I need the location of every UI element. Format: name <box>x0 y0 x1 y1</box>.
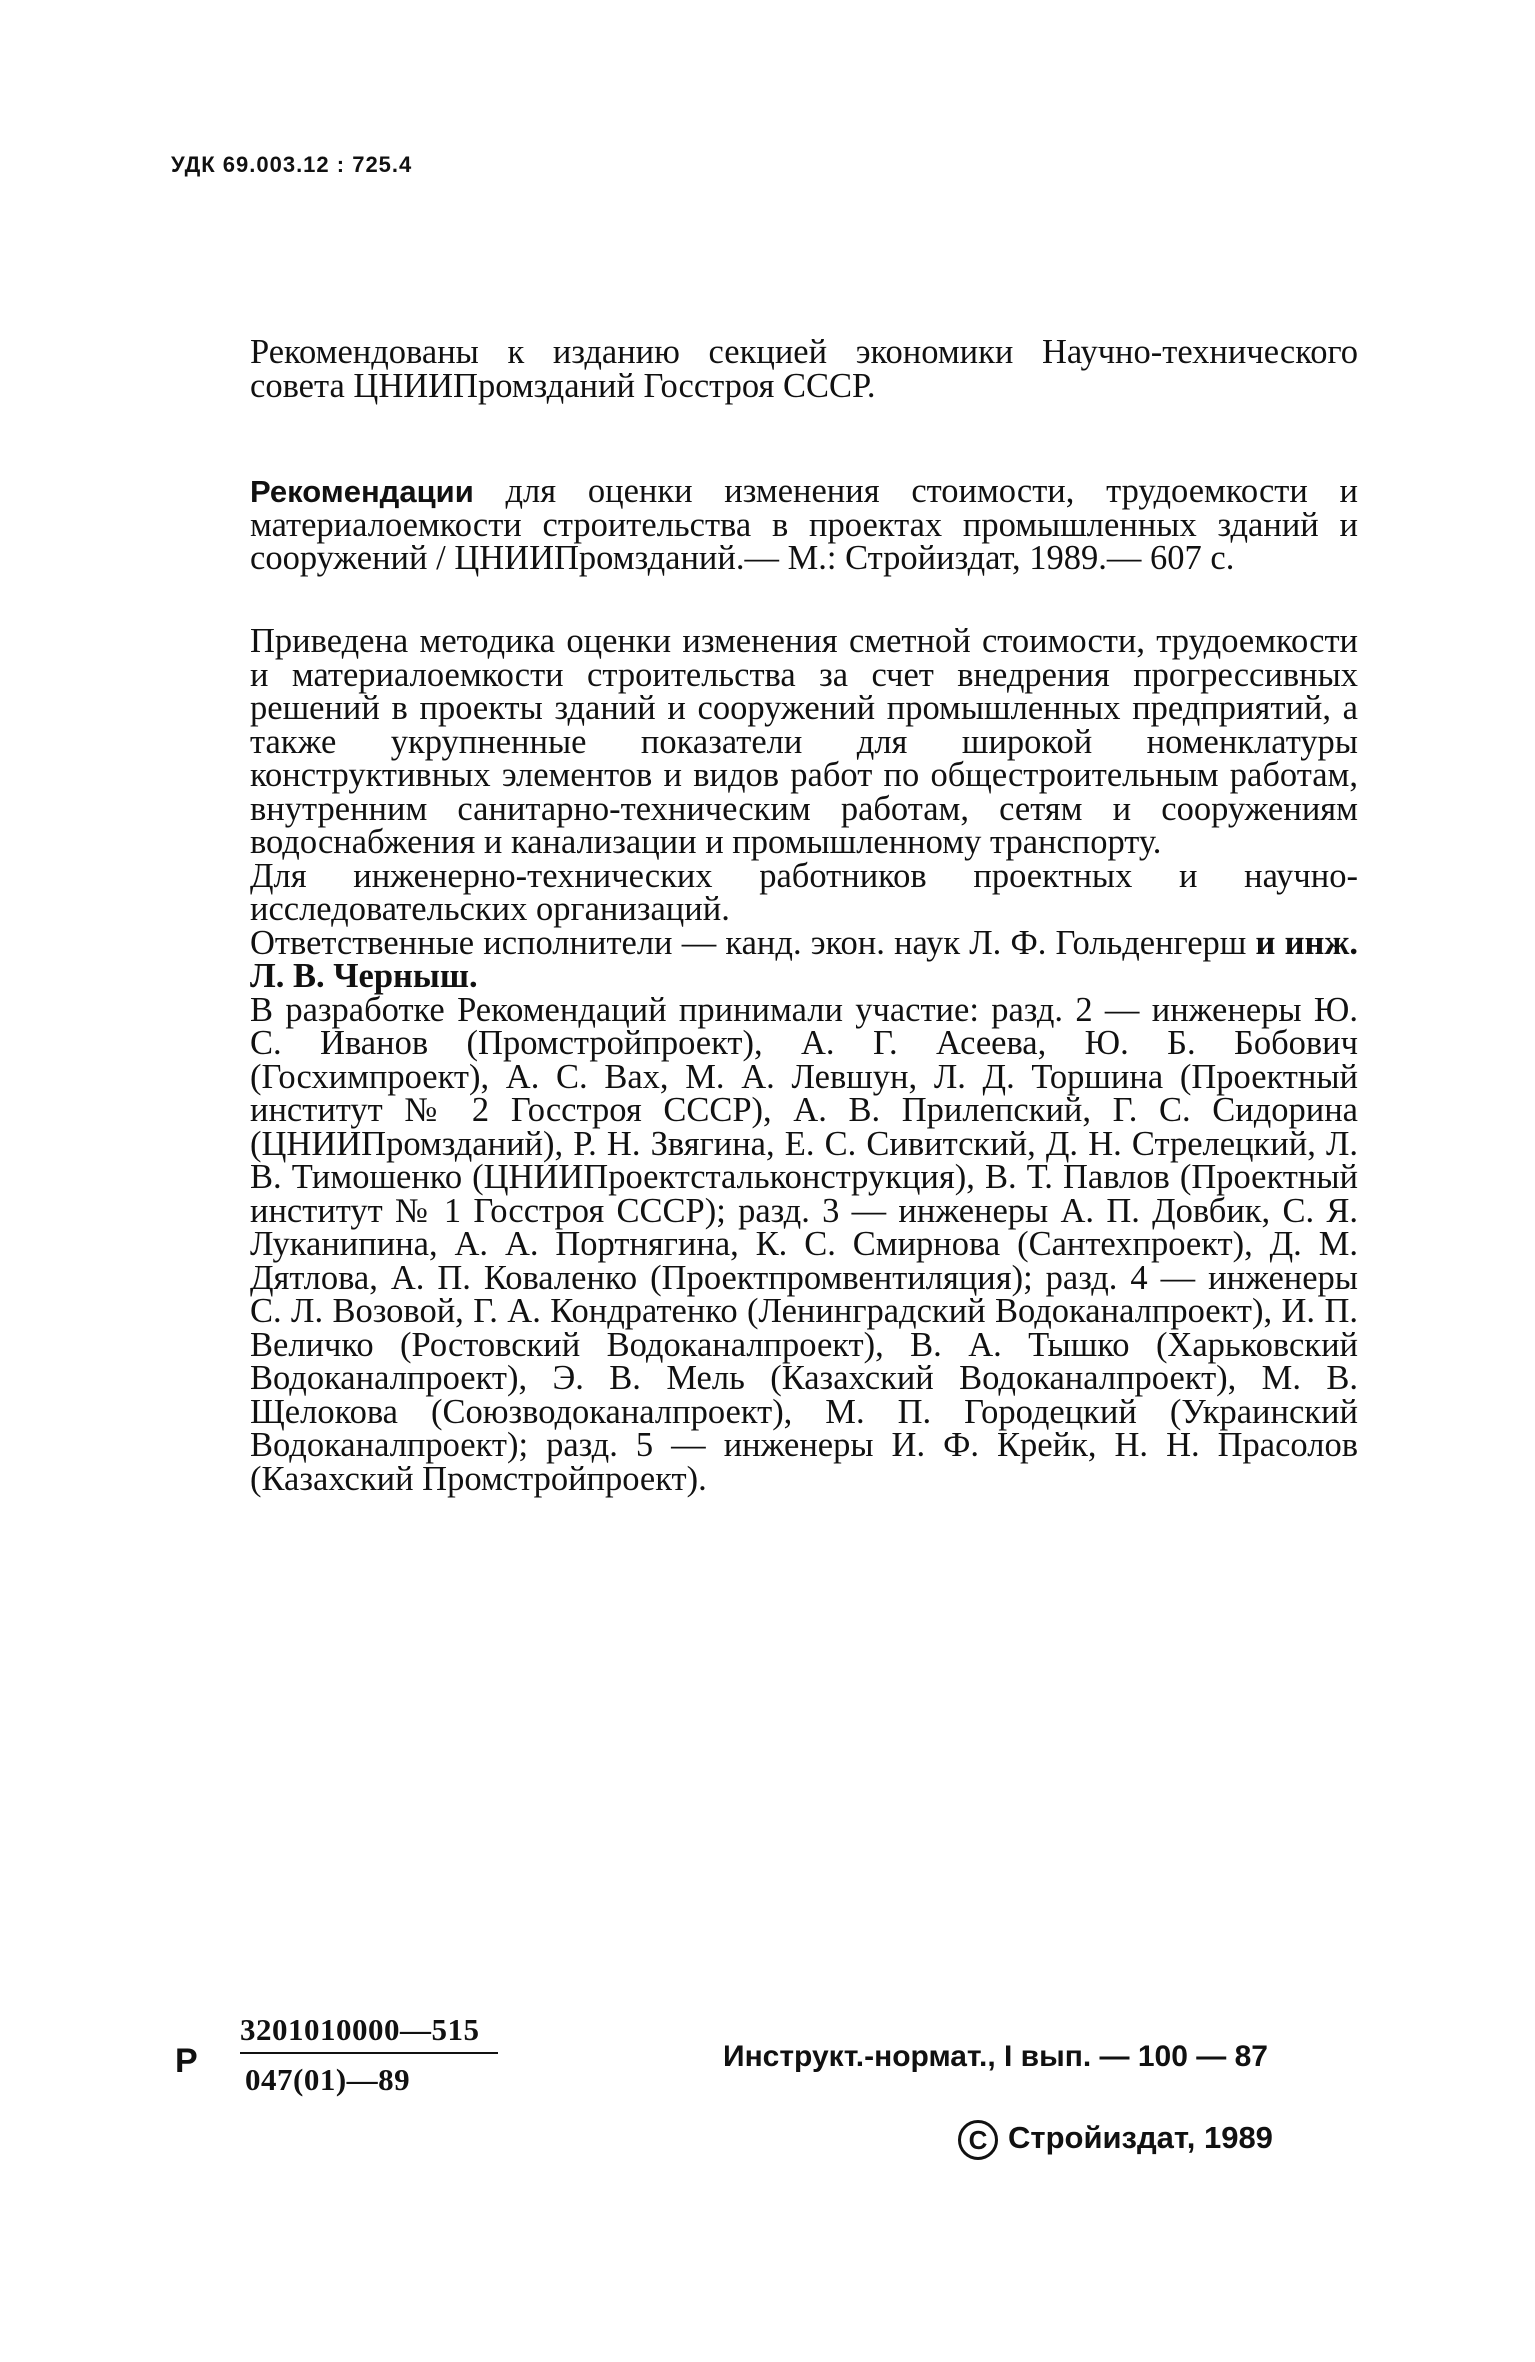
instruction-normative-info: Инструкт.-нормат., I вып. — 100 — 87 <box>723 2040 1268 2073</box>
fraction-line <box>240 2052 498 2054</box>
price-code-numerator: 3201010000—515 <box>240 2012 480 2047</box>
responsible-text: Ответственные исполнители — канд. экон. наук Л. Ф. Гольденгерш <box>250 923 1256 962</box>
price-code-denominator: 047(01)—89 <box>245 2062 411 2097</box>
responsible-persons <box>250 923 1358 995</box>
responsible-engineer: и инж. Л. В. Черныш. <box>250 923 1358 995</box>
recommendation-text: Рекомендованы к изданию секцией экономики Научно-технического совета ЦНИИПромзданий Госстроя СССР. <box>250 333 1358 405</box>
annotation-paragraph-2: Для инженерно-технических работников проектных и научно-исследовательских организаций. <box>250 856 1358 928</box>
annotation <box>250 622 1358 1498</box>
copyright-icon: C <box>958 2120 998 2160</box>
annotation-paragraph-1: Приведена методика оценки изменения сметной стоимости, трудоемкости и материалоемкости строительства за счет внедрения прогрессивных решений в проекты зданий и сооружений промышленных предприятий, а также укрупненные показатели для широкой номенклатуры конструктивных элементов и видов работ по общестроительным работам, внутренним санитарно-техническим работам, сетям и сооружениям водоснабжения и канализации и промышленному транспорту. <box>250 622 1358 861</box>
participants-paragraph: В разработке Рекомендаций принимали участие: разд. 2 — инженеры Ю. С. Иванов (Промстройпроект), А. Г. Асеева, Ю. Б. Бобович (Госхимпроект), А. С. Вах, М. А. Левшун, Л. Д. Торшина (Проектный институт № 2 Госстроя СССР), А. В. Прилепский, Г. С. Сидорина (ЦНИИПромзданий), Р. Н. Звягина, Е. С. Сивитский, Д. Н. Стрелецкий, Л. В. Тимошенко (ЦНИИПроектстальконструкция), В. Т. Павлов (Проектный институт № 1 Госстроя СССР); разд. 3 — инженеры А. П. Довбик, С. Я. Луканипина, А. А. Портнягина, К. С. Смирнова (Сантехпроект), Д. М. Дятлова, А. П. Коваленко (Проектпромвентиляция); разд. 4 — инженеры С. Л. Возовой, Г. А. Кондратенко (Ленинградский Водоканалпроект), И. П. Величко (Ростовский Водоканалпроект), В. А. Тышко (Харьковский Водоканалпроект), Э. В. Мель (Казахский Водоканалпроект), М. В. Щелокова (Союзводоканалпроект), М. П. Городецкий (Украинский Водоканалпроект); разд. 5 — инженеры И. Ф. Крейк, Н. Н. Прасолов (Казахский Промстройпроект). <box>250 990 1358 1498</box>
bibliographic-title: Рекомендации <box>250 474 474 509</box>
bibliographic-description: для оценки изменения стоимости, трудоемкости и материалоемкости строительства в проектах промышленных зданий и сооружений / ЦНИИПромзданий.— М.: Стройиздат, 1989.— 607 с. <box>250 472 1358 577</box>
bibliographic-entry <box>250 472 1358 577</box>
price-code-letter: Р <box>175 2042 198 2080</box>
copyright-text: Стройиздат, 1989 <box>1008 2120 1273 2156</box>
copyright <box>958 2120 1273 2160</box>
recommendation-note <box>250 333 1358 405</box>
udk-code: УДК 69.003.12 : 725.4 <box>171 152 413 177</box>
bibliographic-text <box>250 472 1358 577</box>
